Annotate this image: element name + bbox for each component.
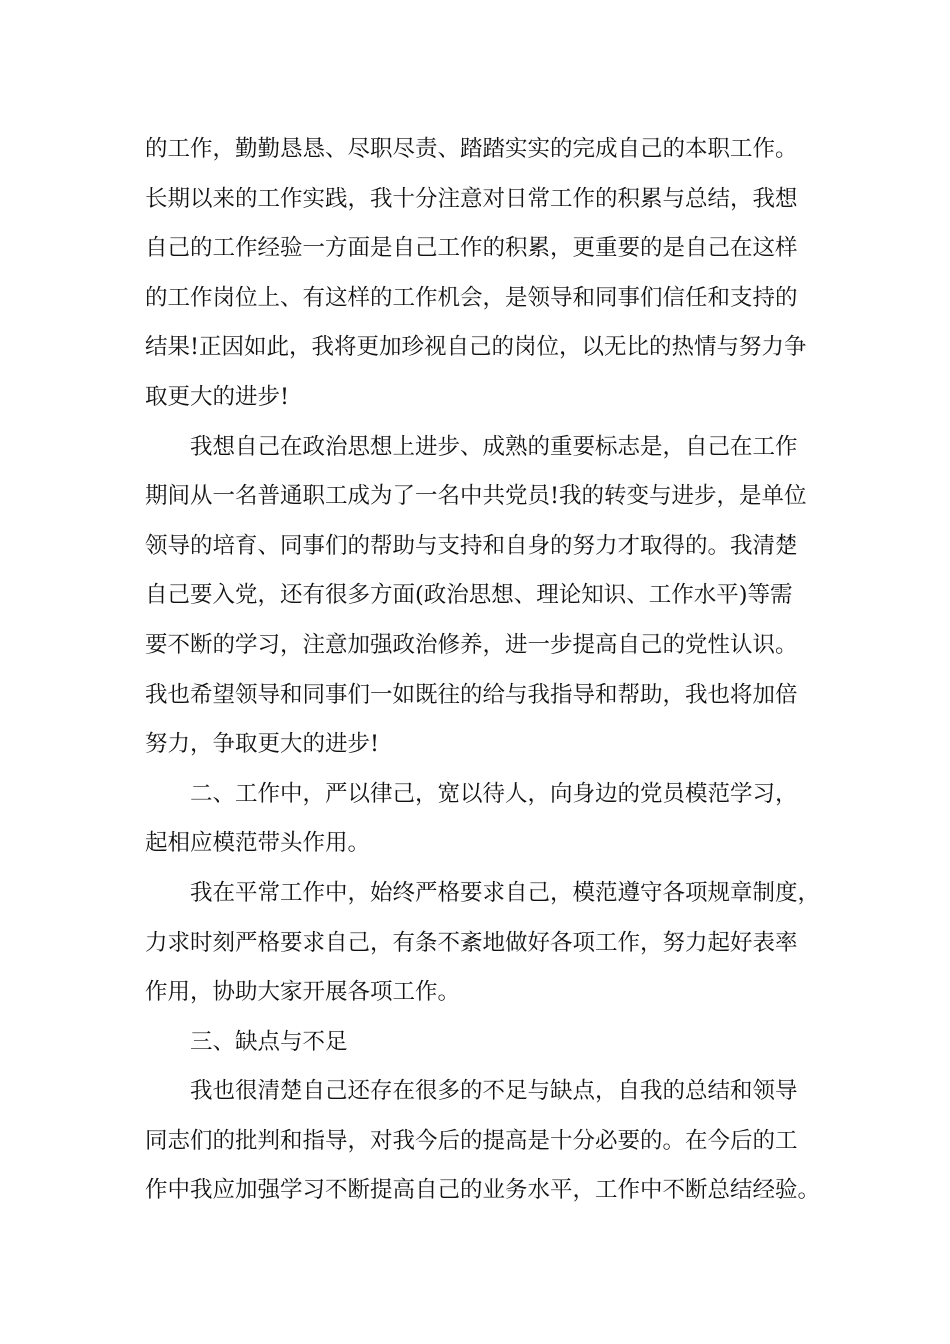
text-line: 作中我应加强学习不断提高自己的业务水平，工作中不断总结经验。 bbox=[145, 1177, 821, 1204]
paragraph-start-line: 我想自己在政治思想上进步、成熟的重要标志是，自己在工作 bbox=[190, 433, 798, 460]
text-line: 的工作岗位上、有这样的工作机会，是领导和同事们信任和支持的 bbox=[145, 284, 798, 311]
text-line: 作用，协助大家开展各项工作。 bbox=[145, 979, 461, 1006]
text-line: 期间从一名普通职工成为了一名中共党员!我的转变与进步，是单位 bbox=[145, 483, 807, 510]
text-line: 自己的工作经验一方面是自己工作的积累，更重要的是自己在这样 bbox=[145, 235, 798, 262]
text-line: 结果!正因如此，我将更加珍视自己的岗位，以无比的热情与努力争 bbox=[145, 334, 807, 361]
text-line: 取更大的进步! bbox=[145, 383, 290, 410]
document-body bbox=[145, 125, 820, 1216]
text-line: 同志们的批判和指导，对我今后的提高是十分必要的。在今后的工 bbox=[145, 1127, 798, 1154]
text-line: 领导的培育、同事们的帮助与支持和自身的努力才取得的。我清楚 bbox=[145, 532, 798, 559]
paragraph-start-line: 我在平常工作中，始终严格要求自己，模范遵守各项规章制度， bbox=[190, 879, 821, 906]
text-line: 的工作，勤勤恳恳、尽职尽责、踏踏实实的完成自己的本职工作。 bbox=[145, 136, 798, 162]
section-heading-three: 三、缺点与不足 bbox=[190, 1028, 348, 1055]
text-line: 我也希望领导和同事们一如既往的给与我指导和帮助，我也将加倍 bbox=[145, 681, 798, 708]
text-line: 起相应模范带头作用。 bbox=[145, 830, 371, 857]
text-line: 自己要入党，还有很多方面(政治思想、理论知识、工作水平)等需 bbox=[145, 582, 793, 609]
text-line: 努力，争取更大的进步! bbox=[145, 731, 380, 758]
paragraph-start-line: 我也很清楚自己还存在很多的不足与缺点，自我的总结和领导 bbox=[190, 1078, 798, 1105]
text-line: 长期以来的工作实践，我十分注意对日常工作的积累与总结，我想 bbox=[145, 185, 798, 212]
text-line: 力求时刻严格要求自己，有条不紊地做好各项工作，努力起好表率 bbox=[145, 929, 798, 956]
section-heading-two: 二、工作中，严以律己，宽以待人，向身边的党员模范学习， bbox=[190, 780, 798, 807]
text-line: 要不断的学习，注意加强政治修养，进一步提高自己的党性认识。 bbox=[145, 631, 798, 658]
